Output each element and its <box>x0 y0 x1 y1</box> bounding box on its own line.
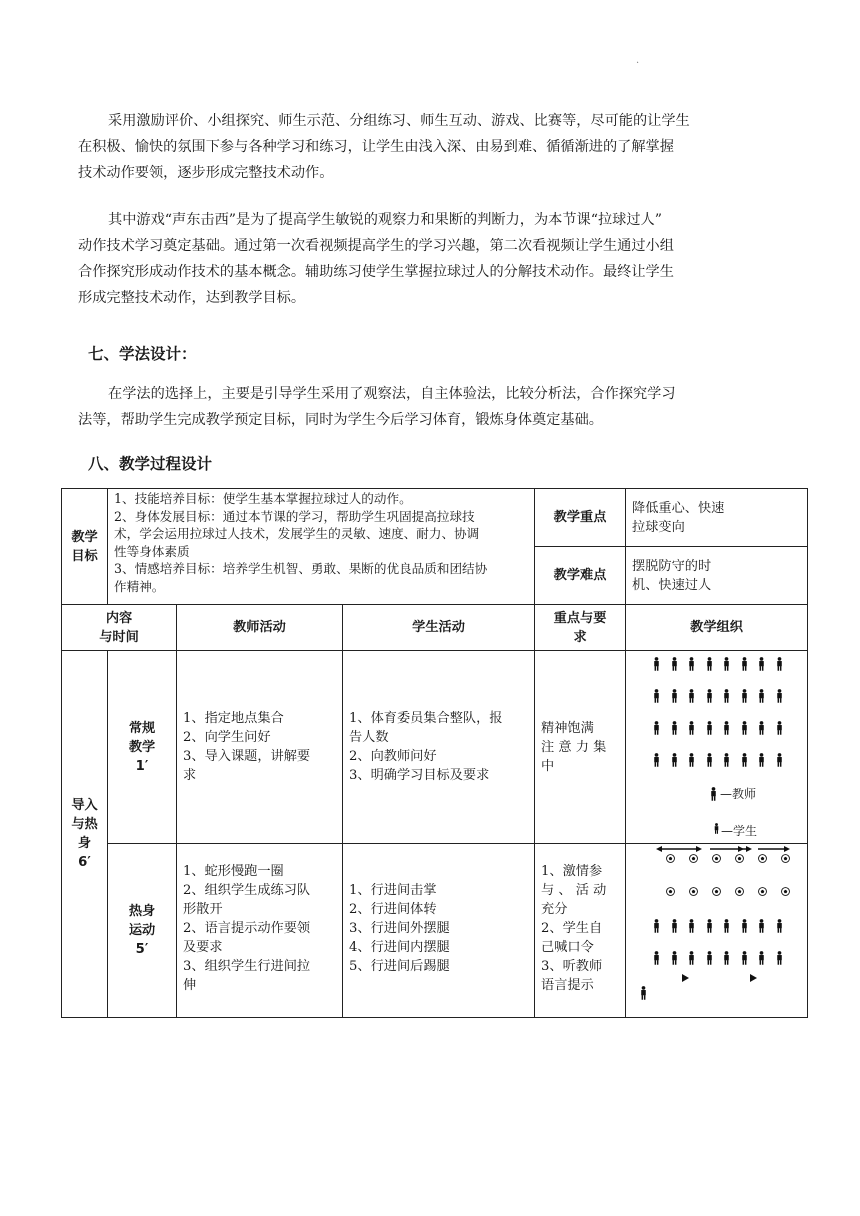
student-figure-icon <box>705 753 714 767</box>
header-focus: 重点与要 求 <box>535 605 626 651</box>
student-figure-icon <box>740 919 749 933</box>
student-figure-icon <box>652 753 661 767</box>
student-figure-icon <box>740 753 749 767</box>
paragraph-learning-method: 在学法的选择上，主要是引导学生采用了观察法，自主体验法，比较分析法，合作探究学习 法等，帮助学生完成教学预定目标，同时为学生今后学习体育，锻炼身体奠定基础。 <box>78 386 676 428</box>
teacher-figure-icon <box>709 787 718 801</box>
routine-organization <box>626 651 808 844</box>
paragraph-methods: 采用激励评价、小组探究、师生示范、分组练习、师生互动、游戏、比赛等，尽可能的让学生 在积极、愉快的氛围下参与各种学习和练习，让学生由浅入深、由易到难、循循渐进的了解掌握 技术动作要领，逐步形成完整技术动作。 <box>78 113 690 181</box>
student-figure-icon <box>670 689 679 703</box>
soccer-ball-icon <box>689 887 698 896</box>
soccer-ball-icon <box>781 854 790 863</box>
header-student: 学生活动 <box>343 605 535 651</box>
goal-text: 1、技能培养目标：使学生基本掌握拉球过人的动作。 2、身体发展目标：通过本节课的学习，帮助学生巩固提高拉球技 术，学会运用拉球过人技术，发展学生的灵敏、速度、耐力、协调 性等身体素质 3、情感培养目标：培养学生机智、勇敢、果断的优良品质和团结协 作精神。 <box>108 489 535 605</box>
student-figure-icon <box>687 753 696 767</box>
routine-focus: 精神饱满 注 意 力 集 中 <box>535 651 626 844</box>
key-point-value: 降低重心、快速 拉球变向 <box>626 489 808 547</box>
student-figure-icon <box>740 721 749 735</box>
soccer-ball-icon <box>712 887 721 896</box>
student-figure-icon <box>722 951 731 965</box>
header-teacher: 教师活动 <box>177 605 343 651</box>
student-figure-icon <box>775 919 784 933</box>
paragraph-game: 其中游戏“声东击西”是为了提高学生敏锐的观察力和果断的判断力，为本节课“拉球过人” 动作技术学习奠定基础。通过第一次看视频提高学生的学习兴趣，第二次看视频让学生通过小组 合作探究形成动作技术的基本概念。辅助练习使学生掌握拉球过人的分解技术动作。最终让学生 形成完整技术动作，达到教学目标。 <box>78 212 674 306</box>
soccer-ball-icon <box>758 887 767 896</box>
routine-student: 1、体育委员集合整队，报 告人数 2、向教师问好 3、明确学习目标及要求 <box>343 651 535 844</box>
soccer-ball-icon <box>666 887 675 896</box>
difficulty-label: 教学难点 <box>535 547 626 605</box>
warmup-teacher: 1、蛇形慢跑一圈 2、组织学生成练习队 形散开 2、语言提示动作要领 及要求 3、组织学生行进间拉 伸 <box>177 844 343 1018</box>
routine-teacher: 1、指定地点集合 2、向学生问好 3、导入课题，讲解要 求 <box>177 651 343 844</box>
lesson-plan-table <box>61 488 808 1018</box>
section-intro-warmup: 导入 与热 身 6′ <box>62 651 108 1018</box>
student-figure-icon <box>687 951 696 965</box>
student-figure-icon <box>670 919 679 933</box>
student-figure-icon <box>705 919 714 933</box>
goal-row-key <box>62 489 808 547</box>
legend-teacher: —教师 <box>720 787 757 801</box>
student-figure-icon <box>687 689 696 703</box>
student-figure-icon <box>670 721 679 735</box>
student-figure-icon <box>775 951 784 965</box>
student-figure-icon <box>670 753 679 767</box>
student-figure-icon <box>639 986 648 1000</box>
student-figure-icon <box>722 721 731 735</box>
legend-student: —学生 <box>721 824 758 838</box>
warmup-focus: 1、激情参 与 、 活 动 充分 2、学生自 己喊口令 3、听教师 语言提示 <box>535 844 626 1018</box>
soccer-ball-icon <box>712 854 721 863</box>
student-figure-icon <box>652 721 661 735</box>
student-figure-icon <box>687 919 696 933</box>
student-figure-icon <box>705 721 714 735</box>
key-point-label: 教学重点 <box>535 489 626 547</box>
row-warmup <box>62 844 808 1018</box>
student-figure-icon <box>740 951 749 965</box>
warmup-student: 1、行进间击掌 2、行进间体转 3、行进间外摆腿 4、行进间内摆腿 5、行进间后踢腿 <box>343 844 535 1018</box>
student-figure-icon <box>652 919 661 933</box>
student-formation <box>626 651 808 844</box>
student-figure-icon <box>775 657 784 671</box>
student-figure-icon <box>652 951 661 965</box>
heading-learning-method: 七、学法设计： <box>88 345 197 363</box>
header-content-time: 内容 与时间 <box>62 605 177 651</box>
student-figure-icon <box>740 689 749 703</box>
difficulty-value: 摆脱防守的时 机、快速过人 <box>626 547 808 605</box>
student-figure-icon <box>722 689 731 703</box>
student-figure-icon <box>775 689 784 703</box>
student-figure-icon <box>670 951 679 965</box>
student-figure-icon <box>652 657 661 671</box>
student-figure-icon <box>705 951 714 965</box>
student-figure-icon <box>670 657 679 671</box>
student-figure-icon <box>757 657 766 671</box>
student-figure-icon <box>775 721 784 735</box>
header-row <box>62 605 808 651</box>
student-figure-icon <box>757 919 766 933</box>
student-figure-icon <box>740 657 749 671</box>
soccer-ball-icon <box>666 854 675 863</box>
page-mark: · <box>636 58 640 69</box>
student-figure-icon <box>757 721 766 735</box>
student-figure-icon <box>722 753 731 767</box>
student-figure-icon <box>757 951 766 965</box>
row-routine <box>62 651 808 844</box>
warmup-diagram <box>626 844 808 1018</box>
routine-name: 常规 教学 1′ <box>108 651 177 844</box>
student-figure-icon <box>757 753 766 767</box>
warmup-name: 热身 运动 5′ <box>108 844 177 1018</box>
student-figure-icon <box>687 657 696 671</box>
soccer-ball-icon <box>735 854 744 863</box>
header-organization: 教学组织 <box>626 605 808 651</box>
soccer-ball-icon <box>689 854 698 863</box>
student-figure-icon <box>687 721 696 735</box>
soccer-ball-icon <box>735 887 744 896</box>
student-figure-icon <box>775 753 784 767</box>
warmup-organization <box>626 844 808 1018</box>
student-figure-icon <box>705 657 714 671</box>
goal-label: 教学 目标 <box>62 489 108 605</box>
student-figure-icon <box>705 689 714 703</box>
heading-process-design: 八、教学过程设计 <box>88 455 213 473</box>
student-figure-icon <box>722 919 731 933</box>
student-figure-icon <box>713 823 720 834</box>
student-figure-icon <box>652 689 661 703</box>
soccer-ball-icon <box>758 854 767 863</box>
student-figure-icon <box>722 657 731 671</box>
soccer-ball-icon <box>781 887 790 896</box>
student-figure-icon <box>757 689 766 703</box>
